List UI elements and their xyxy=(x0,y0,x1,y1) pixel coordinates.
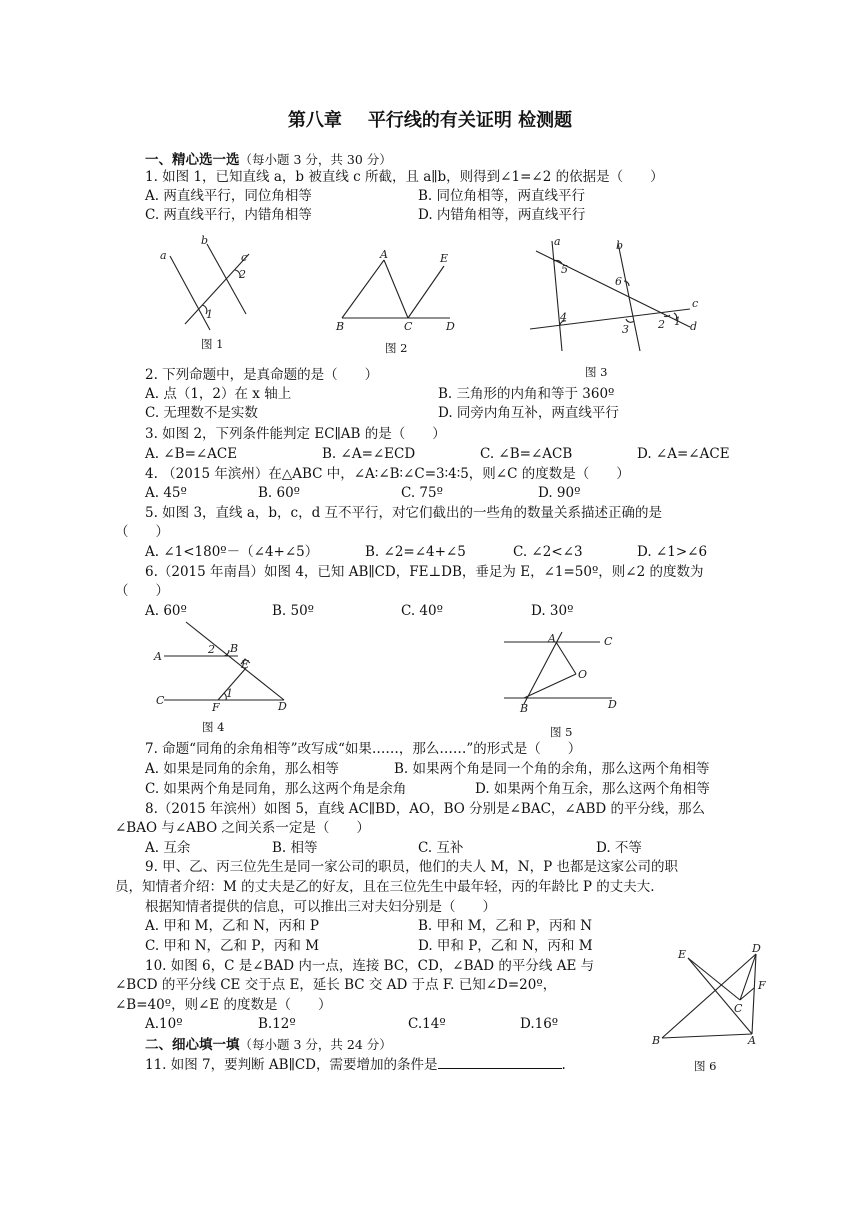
q9-option-a[interactable]: A. 甲和 M，乙和 N，丙和 P xyxy=(145,918,319,934)
fig3-line-a xyxy=(552,241,562,351)
fig4-label-f: F xyxy=(212,701,220,714)
q2-option-a[interactable]: A. 点（1，2）在 x 轴上 xyxy=(145,386,292,402)
q11-answer-blank[interactable] xyxy=(438,1054,562,1069)
q3-option-b[interactable]: B. ∠A=∠ECD xyxy=(322,446,416,462)
q10-stem-line3: ∠B=40º，则∠E 的度数是（ ） xyxy=(115,997,332,1013)
q1-option-b[interactable]: B. 同位角相等，两直线平行 xyxy=(418,188,586,204)
fig4-line-db xyxy=(186,622,284,700)
q5-option-a[interactable]: A. ∠1<180º－（∠4+∠5） xyxy=(145,544,319,560)
q1-option-d[interactable]: D. 内错角相等，两直线平行 xyxy=(418,207,586,223)
fig3-label-3: 3 xyxy=(622,323,629,336)
q9-option-d[interactable]: D. 甲和 P，乙和 N，丙和 M xyxy=(418,938,593,954)
q9-stem-line1: 9. 甲、乙、丙三位先生是同一家公司的职员，他们的夫人 M，N，P 也都是这家公司的职 xyxy=(145,859,678,875)
q10-option-c[interactable]: C.14º xyxy=(408,1016,446,1032)
q10-stem-line1: 10. 如图 6，C 是∠BAD 内一点，连接 BC，CD，∠BAD 的平分线 AE 与 xyxy=(145,958,595,974)
fig2-line-ab xyxy=(342,260,384,318)
fig4-label-c: C xyxy=(156,694,165,707)
q11-stem: 11. 如图 7，要判断 AB∥CD，需要增加的条件是 xyxy=(145,1057,438,1073)
q6-option-d[interactable]: D. 30º xyxy=(531,603,574,619)
q7-stem: 7. 命题“同角的余角相等”改写成“如果……，那么……”的形式是（ ） xyxy=(145,741,582,757)
fig1-label-a: a xyxy=(160,249,167,262)
q6-stem-line1: 6.（2015 年南昌）如图 4，已知 AB∥CD，FE⊥DB，垂足为 E，∠1=50º，则∠2 的度数为 xyxy=(145,564,704,580)
section1-note: （每小题 3 分，共 30 分） xyxy=(239,152,392,167)
q5-stem-line2: （ ） xyxy=(115,524,169,540)
fig6-label-b: B xyxy=(652,1034,661,1047)
fig4-caption: 图 4 xyxy=(202,720,225,734)
q10-stem-line2: ∠BCD 的平分线 CE 交于点 E，延长 BC 交 AD 于点 F. 已知∠D=20º， xyxy=(115,977,557,993)
fig4-label-b: B xyxy=(230,642,239,655)
section1-heading: 一、精心选一选（每小题 3 分，共 30 分） xyxy=(145,152,392,168)
q5-option-c[interactable]: C. ∠2<∠3 xyxy=(513,544,583,560)
fig6-label-e: E xyxy=(678,948,687,961)
q10-option-d[interactable]: D.16º xyxy=(520,1016,559,1032)
fig2-label-e: E xyxy=(440,252,449,265)
figure-6 xyxy=(648,940,774,1052)
fig5-line-ao xyxy=(556,642,576,674)
fig1-label-1: 1 xyxy=(206,308,213,321)
fig5-label-o: O xyxy=(578,668,588,681)
fig3-caption: 图 3 xyxy=(585,365,608,379)
fig4-label-2: 2 xyxy=(208,643,215,656)
q6-option-b[interactable]: B. 50º xyxy=(272,603,315,619)
q9-stem-line3: 根据知情者提供的信息，可以推出三对夫妇分别是（ ） xyxy=(145,899,496,915)
fig2-line-ce xyxy=(408,266,444,318)
q1-stem: 1. 如图 1，已知直线 a，b 被直线 c 所截，且 a∥b，则得到∠1=∠2 的依据是（ ） xyxy=(145,169,664,185)
q3-option-d[interactable]: D. ∠A=∠ACE xyxy=(637,446,730,462)
fig6-line-ea xyxy=(688,958,752,1034)
fig4-label-e: E xyxy=(241,658,250,671)
fig3-label-1: 1 xyxy=(674,315,681,328)
q8-option-b[interactable]: B. 相等 xyxy=(272,840,318,856)
q4-option-c[interactable]: C. 75º xyxy=(401,485,443,501)
fig6-line-ec xyxy=(688,958,740,1000)
fig5-label-d: D xyxy=(608,698,617,711)
q8-option-c[interactable]: C. 互补 xyxy=(418,840,464,856)
q7-option-d[interactable]: D. 如果两个角互余，那么这两个角相等 xyxy=(475,781,710,797)
fig1-label-c: c xyxy=(241,251,248,264)
fig5-label-b: B xyxy=(520,702,529,715)
fig6-label-c: C xyxy=(734,1002,743,1015)
fig5-label-c: C xyxy=(604,635,613,648)
q11-line xyxy=(145,1054,566,1075)
q1-option-c[interactable]: C. 两直线平行，内错角相等 xyxy=(145,207,312,223)
q8-option-d[interactable]: D. 不等 xyxy=(596,840,642,856)
q2-stem: 2. 下列命题中，是真命题的是（ ） xyxy=(145,367,379,383)
fig3-label-b: b xyxy=(616,239,624,252)
q10-option-b[interactable]: B.12º xyxy=(258,1016,296,1032)
section2-note: （每小题 3 分，共 24 分） xyxy=(239,1037,392,1052)
page-title xyxy=(0,106,860,132)
fig6-line-ba xyxy=(662,1034,752,1038)
fig1-line-c xyxy=(185,254,249,324)
q4-option-a[interactable]: A. 45º xyxy=(145,485,187,501)
q5-option-b[interactable]: B. ∠2=∠4+∠5 xyxy=(365,544,466,560)
q9-stem-line2: 员，知情者介绍：M 的丈夫是乙的好友，且在三位先生中最年轻，丙的年龄比 P 的丈夫大. xyxy=(115,879,655,895)
q5-stem-line1: 5. 如图 3，直线 a，b，c，d 互不平行，对它们截出的一些角的数量关系描述正确的是 xyxy=(145,505,663,521)
fig2-label-c: C xyxy=(404,320,413,333)
q2-option-b[interactable]: B. 三角形的内角和等于 360º xyxy=(438,386,615,402)
fig2-label-a: A xyxy=(380,248,388,261)
q9-option-b[interactable]: B. 甲和 M，乙和 P，丙和 N xyxy=(418,918,593,934)
fig1-label-b: b xyxy=(201,234,209,247)
fig3-line-c xyxy=(530,309,690,329)
figure-1 xyxy=(150,232,260,352)
q6-option-a[interactable]: A. 60º xyxy=(145,603,187,619)
fig2-line-ac xyxy=(384,260,408,318)
q3-stem: 3. 如图 2，下列条件能判定 EC∥AB 的是（ ） xyxy=(145,426,446,442)
fig3-label-5: 5 xyxy=(561,263,568,276)
fig3-label-c: c xyxy=(692,297,699,310)
fig6-caption: 图 6 xyxy=(694,1059,717,1073)
fig3-label-d: d xyxy=(690,320,698,333)
q7-option-a[interactable]: A. 如果是同角的余角，那么相等 xyxy=(145,761,339,777)
q5-option-d[interactable]: D. ∠1>∠6 xyxy=(637,544,708,560)
q1-option-a[interactable]: A. 两直线平行，同位角相等 xyxy=(145,188,312,204)
fig1-caption: 图 1 xyxy=(201,337,224,351)
fig6-line-ad xyxy=(752,954,756,1034)
fig4-label-a: A xyxy=(154,650,162,663)
q8-stem-line2: ∠BAO 与∠ABO 之间关系一定是（ ） xyxy=(115,820,370,836)
fig3-angle-3 xyxy=(626,319,634,322)
fig4-label-1: 1 xyxy=(226,687,233,700)
q2-option-c[interactable]: C. 无理数不是实数 xyxy=(145,405,258,421)
figure-5 xyxy=(500,628,630,718)
q7-option-c[interactable]: C. 如果两个角是同角，那么这两个角是余角 xyxy=(145,781,407,797)
q9-option-c[interactable]: C. 甲和 N，乙和 P，丙和 M xyxy=(145,938,320,954)
fig3-label-6: 6 xyxy=(615,275,622,288)
fig2-caption: 图 2 xyxy=(385,341,408,355)
fig2-label-d: D xyxy=(446,320,455,333)
fig5-label-a: A xyxy=(548,632,556,645)
fig5-caption: 图 5 xyxy=(550,725,573,739)
fig6-label-d: D xyxy=(752,942,761,955)
q6-option-c[interactable]: C. 40º xyxy=(401,603,443,619)
q3-option-a[interactable]: A. ∠B=∠ACE xyxy=(145,446,238,462)
fig3-label-2: 2 xyxy=(658,318,665,331)
q4-stem: 4. （2015 年滨州）在△ABC 中，∠A∶∠B∶∠C=3∶4∶5，则∠C 的度数是（ ） xyxy=(145,466,630,482)
q4-option-b[interactable]: B. 60º xyxy=(258,485,301,501)
q7-option-b[interactable]: B. 如果两个角是同一个角的余角，那么这两个角相等 xyxy=(394,761,710,777)
fig4-label-d: D xyxy=(278,700,287,713)
fig1-label-2: 2 xyxy=(239,268,246,281)
fig2-label-b: B xyxy=(336,320,345,333)
q11-end: . xyxy=(561,1057,566,1073)
fig5-line-bo xyxy=(524,674,576,698)
figure-4 xyxy=(150,618,300,713)
q4-option-d[interactable]: D. 90º xyxy=(538,485,581,501)
figure-2 xyxy=(332,246,462,336)
q8-option-a[interactable]: A. 互余 xyxy=(145,840,191,856)
fig6-label-f: F xyxy=(758,979,766,992)
q8-stem-line1: 8.（2015 年滨州）如图 5，直线 AC∥BD，AO，BO 分别是∠BAC，∠ABD 的平分线，那么 xyxy=(145,801,706,817)
fig3-label-a: a xyxy=(554,235,561,248)
q2-option-d[interactable]: D. 同旁内角互补，两直线平行 xyxy=(438,405,619,421)
q10-option-a[interactable]: A.10º xyxy=(145,1016,183,1032)
q6-stem-line2: （ ） xyxy=(115,583,169,599)
fig6-label-a: A xyxy=(748,1034,756,1047)
q3-option-c[interactable]: C. ∠B=∠ACB xyxy=(480,446,573,462)
chapter-name: 平行线的有关证明 检测题 xyxy=(367,110,573,131)
figure-3 xyxy=(524,233,704,358)
chapter-label: 第八章 xyxy=(287,110,342,131)
section2-heading: 二、细心填一填（每小题 3 分，共 24 分） xyxy=(145,1037,392,1053)
fig3-label-4: 4 xyxy=(560,311,567,324)
